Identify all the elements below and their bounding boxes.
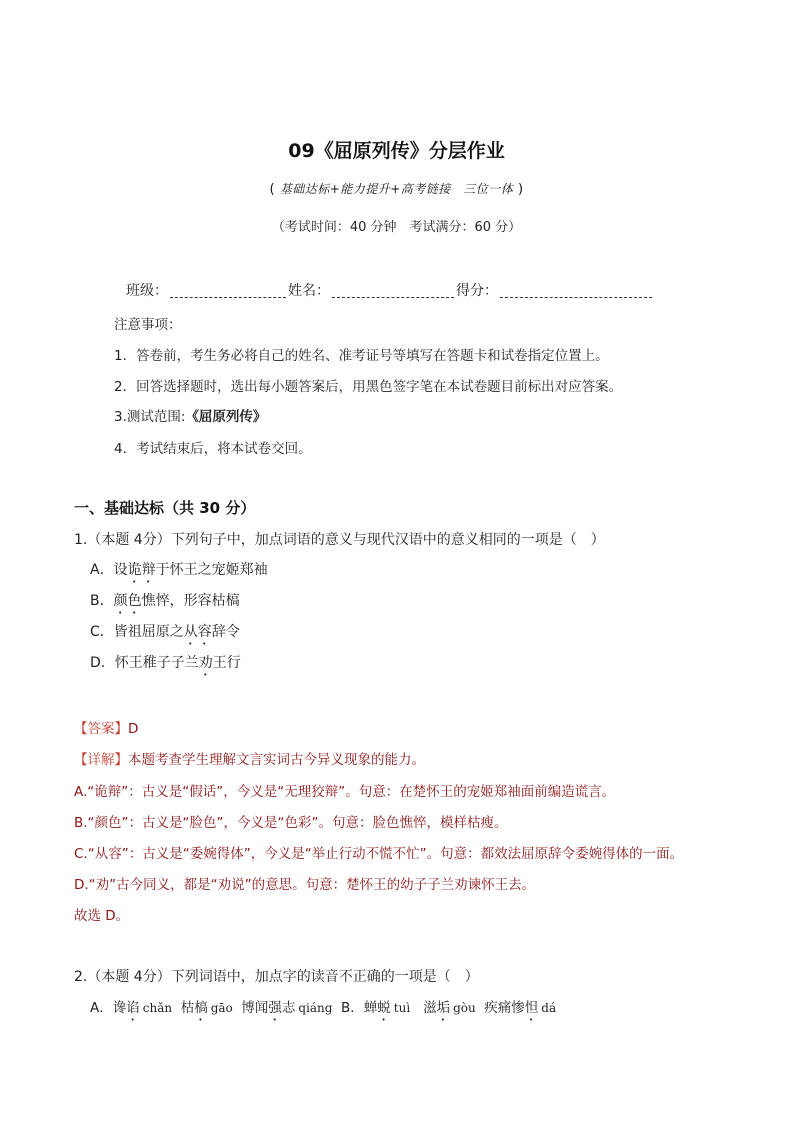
explanation-a: A.“诡辩”：古义是“假话”，今义是“无理狡辩”。句意：在楚怀王的宠姬郑袖面前编造谎言。 [74, 784, 616, 800]
q2-a3-pinyin: qiáng [298, 1001, 333, 1015]
q2-b2-pinyin: gòu [453, 1001, 476, 1015]
option-c-pre: 皆祖屈原之 [113, 624, 184, 640]
q2-option-b-label[interactable]: B． [341, 1000, 364, 1016]
q2-b3-pre: 疾痛惨 [484, 1000, 525, 1016]
q2-b2-dotted: 垢 [436, 1000, 451, 1016]
q2-b1-dotted: 蜕 [377, 1000, 391, 1016]
notes-item-3-scope: 《屈原列传》 [185, 409, 267, 425]
question-1-option-d[interactable] [90, 652, 241, 679]
detail-line [74, 748, 425, 768]
document-subtitle [0, 180, 793, 197]
option-b-label: B． [90, 593, 114, 609]
explanation-d: D.“劝”古今同义，都是“劝说”的意思。句意：楚怀王的幼子子兰劝谏怀王去。 [74, 877, 536, 893]
option-b-dotted-word: 颜色 [113, 593, 142, 609]
detail-tag: 【详解】 [74, 752, 128, 768]
option-a-post: 于怀王之宠姬郑袖 [155, 562, 268, 578]
q2-b3-dotted: 怛 [524, 1000, 539, 1016]
option-a-label: A． [90, 562, 114, 578]
notes-item-1: 1．答卷前，考生务必将自己的姓名、准考证号等填写在答题卡和试卷指定位置上。 [114, 348, 609, 364]
question-1-option-b[interactable] [90, 590, 240, 617]
class-label: 班级： [126, 283, 168, 299]
explanation-c: C.“从容”：古义是“委婉得体”，今义是“举止行动不慌不忙”。句意：都效法屈原辞令委婉得体的一面。 [74, 846, 684, 862]
q2-b2-pre: 滋 [423, 1000, 437, 1016]
question-1-option-c[interactable] [90, 621, 240, 648]
question-1-stem: 1.（本题 4分）下列句子中，加点词语的意义与现代汉语中的意义相同的一项是（ ） [74, 532, 605, 548]
answer-value: D [128, 721, 139, 737]
option-d-pre: 怀王稚子子兰 [114, 655, 199, 671]
section-heading: 一、基础达标（共 30 分） [74, 499, 256, 517]
option-d-dotted-word: 劝 [198, 655, 213, 671]
option-c-post: 辞令 [211, 624, 240, 640]
option-c-dotted-word: 从容 [183, 624, 212, 640]
explanation-b: B.“颜色”：古义是“脸色”，今义是“色彩”。句意：脸色憔悴，模样枯瘦。 [74, 815, 508, 831]
notes-item-4: 4．考试结束后，将本试卷交回。 [114, 441, 312, 457]
q2-a3-dotted: 强 [268, 1000, 282, 1016]
score-label: 得分： [456, 283, 498, 299]
subtitle-close: ) [517, 182, 524, 197]
detail-text: 本题考查学生理解文言实词古今异义现象的能力。 [128, 752, 425, 768]
q2-a2-pinyin: gāo [210, 1001, 233, 1015]
subtitle-text: 基础达标+能力提升+高考链接 三位一体 [279, 182, 514, 196]
q2-option-a-label[interactable]: A． [90, 1000, 113, 1016]
document-title: 09《屈原列传》分层作业 [288, 140, 505, 162]
notes-item-3-prefix: 3.测试范围: [114, 409, 186, 425]
notes-item-2: 2．回答选择题时，选出每小题答案后，用黑色签字笔在本试卷题目前标出对应答案。 [114, 379, 623, 395]
option-a-dotted-word: 诡辩 [127, 562, 156, 578]
q2-a1-pre: 谗 [112, 1000, 127, 1016]
question-2-options-row [90, 996, 556, 1024]
option-d-post: 王行 [212, 655, 241, 671]
q2-b1-pre: 蝉 [363, 1000, 378, 1016]
q2-a1-pinyin: chǎn [142, 1001, 173, 1015]
answer-tag: 【答案】 [74, 721, 128, 737]
q2-a1-dotted: 谄 [126, 1000, 140, 1016]
conclusion: 故选 D。 [74, 908, 130, 924]
answer-line [74, 717, 138, 737]
option-a-pre: 设 [113, 562, 128, 578]
q2-b3-pinyin: dá [541, 1001, 557, 1015]
q2-a3-pre: 博闻 [241, 1000, 269, 1016]
question-1-option-a[interactable] [90, 559, 268, 586]
question-2-stem: 2.（本题 4分）下列词语中，加点字的读音不正确的一项是（ ） [74, 969, 479, 985]
option-c-label: C． [90, 624, 114, 640]
notes-item-3 [114, 405, 266, 425]
q2-a2-pre: 枯 [180, 1000, 195, 1016]
student-info-row [126, 280, 654, 300]
notes-heading: 注意事项： [114, 317, 182, 333]
option-b-post: 憔悴，形容枯槁 [141, 593, 240, 609]
name-label: 姓名： [288, 283, 330, 299]
exam-info: （考试时间：40 分钟 考试满分：60 分） [271, 220, 522, 235]
q2-a3-post: 志 [281, 1000, 296, 1016]
q2-a2-dotted: 槁 [194, 1000, 208, 1016]
q2-b1-pinyin: tuì [393, 1001, 411, 1015]
class-blank[interactable] [170, 283, 286, 298]
subtitle-open: ( [269, 182, 276, 197]
option-d-label: D． [90, 655, 115, 671]
name-blank[interactable] [332, 283, 454, 298]
score-blank[interactable] [500, 283, 652, 298]
